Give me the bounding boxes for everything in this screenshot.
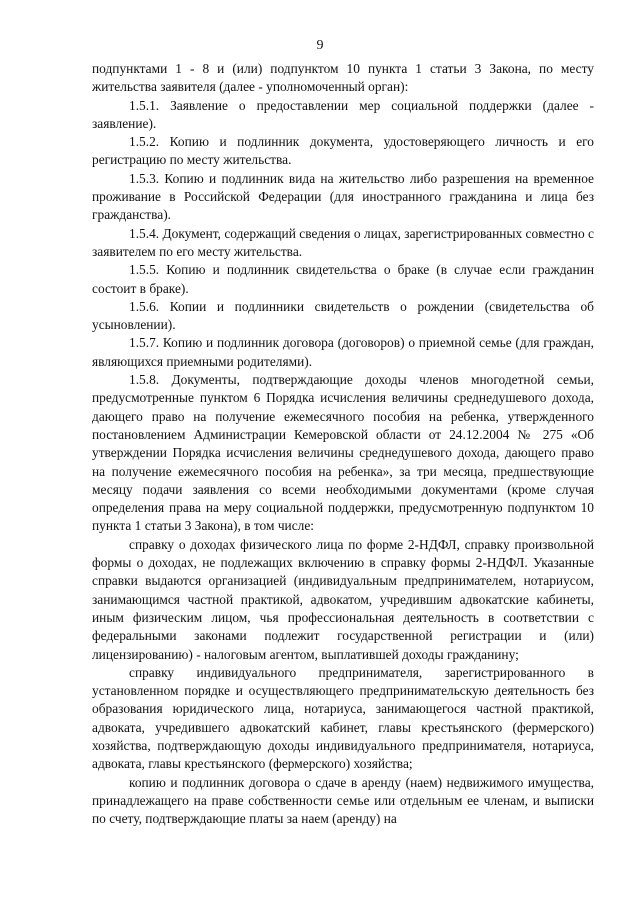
paragraph-intro-continuation: подпунктами 1 - 8 и (или) подпунктом 10 пункта 1 статьи 3 Закона, по месту жительства заявителя (далее - уполномоченный орган): xyxy=(92,61,594,95)
paragraph-1-5-5: 1.5.5. Копию и подлинник свидетельства о браке (в случае если гражданин состоит в браке). xyxy=(92,262,594,296)
paragraph-1-5-1: 1.5.1. Заявление о предоставлении мер социальной поддержки (далее - заявление). xyxy=(92,97,594,131)
paragraph-lease-contract: копию и подлинник договора о сдаче в аренду (наем) недвижимого имущества, принадлежащего на праве собственности семье или отдельным ее членам, и выписки по счету, подтверждающие платы за наем (аренду) на xyxy=(92,774,594,827)
document-body xyxy=(92,60,594,828)
paragraph-1-5-8: 1.5.8. Документы, подтверждающие доходы членов многодетной семьи, предусмотренные пунктом 6 Порядка исчисления величины среднедушевого дохода, дающего право на получение ежемесячного пособия на ребенка, утвержденного постановлением Администрации Кемеровской области от 24.12.2004 № 275 «Об утверждении Порядка исчисления величины среднедушевого дохода, дающего право на получение ежемесячного пособия на ребенка», за три месяца, предшествующие месяцу подачи заявления со всеми необходимыми документами (кроме случая определения права на меру социальной поддержки, предусмотренную подпунктом 10 пункта 1 статьи 3 Закона), в том числе: xyxy=(92,372,594,534)
paragraph-1-5-4: 1.5.4. Документ, содержащий сведения о лицах, зарегистрированных совместно с заявителем по его месту жительства. xyxy=(92,225,594,259)
paragraph-1-5-6: 1.5.6. Копии и подлинники свидетельств о рождении (свидетельства об усыновлении). xyxy=(92,298,594,333)
page-number: 9 xyxy=(316,38,324,53)
paragraph-income-certificate: справку о доходах физического лица по форме 2-НДФЛ, справку произвольной формы о доходах, не подлежащих включению в справку формы 2-НДФЛ. Указанные справки выдаются организацией (индивидуальным предпринимателем, нотариусом, занимающимся частной практикой, адвокатом, учредившим адвокатские кабинеты, иным физическим лицом, чья профессиональная деятельность в соответствии с федеральными законами подлежит государственной регистрации и (или) лицензированию) - налоговым агентом, выплатившей доходы гражданину; xyxy=(92,536,594,662)
paragraph-1-5-2: 1.5.2. Копию и подлинник документа, удостоверяющего личность и его регистрацию по месту жительства. xyxy=(92,134,594,168)
paragraph-1-5-3: 1.5.3. Копию и подлинник вида на жительство либо разрешения на временное проживание в Российской Федерации (для иностранного гражданина и лица без гражданства). xyxy=(92,170,594,223)
paragraph-1-5-7: 1.5.7. Копию и подлинник договора (договоров) о приемной семье (для граждан, являющихся приемными родителями). xyxy=(92,335,594,369)
paragraph-entrepreneur-certificate: справку индивидуального предпринимателя, зарегистрированного в установленном порядке и осуществляющего предпринимательскую деятельность без образования юридического лица, нотариуса, занимающегося частной практикой, адвоката, учредившего адвокатский кабинет, главы крестьянского (фермерского) хозяйства, подтверждающую доходы индивидуального предпринимателя, нотариуса, адвоката, главы крестьянского (фермерского) хозяйства; xyxy=(92,664,594,772)
